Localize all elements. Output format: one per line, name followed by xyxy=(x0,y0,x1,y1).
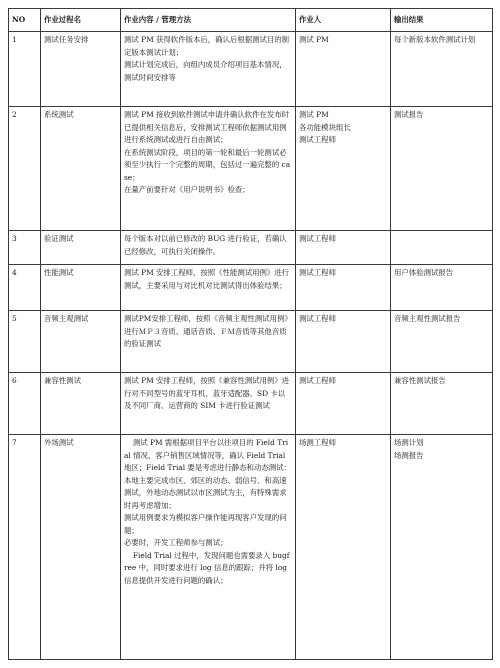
content-line: 测试 PM 安排工程师，按照《兼容性测试用例》进行对不同型号的蓝牙耳机、蓝牙适配器、SD 卡以及不同厂商、运营商的 SIM 卡进行验证测试 xyxy=(124,376,290,410)
row-no: 4 xyxy=(9,265,41,311)
row-process: 外场测试 xyxy=(41,435,121,660)
row-process: 测试任务安排 xyxy=(41,32,121,107)
row-output xyxy=(391,32,493,107)
row-process: 系统测试 xyxy=(41,107,121,231)
row-content xyxy=(121,107,296,231)
content-line: 每个版本对以前已修改的 BUG 进行验证，若确认已经修改，可执行关闭操作。 xyxy=(124,234,287,256)
output-line: 测试报告 xyxy=(394,110,424,119)
output-line: 兼容性测试报告 xyxy=(394,376,446,385)
table-row xyxy=(9,32,493,107)
table-row xyxy=(9,231,493,265)
worker-line: 测试 PM xyxy=(299,110,329,119)
worker-line: 各功能模块组长 xyxy=(299,122,351,132)
table-row xyxy=(9,265,493,311)
row-output xyxy=(391,231,493,265)
row-content xyxy=(121,265,296,311)
header-worker: 作业人 xyxy=(296,9,391,32)
row-worker: 测试工程师 xyxy=(296,311,391,373)
table-row xyxy=(9,435,493,660)
row-process: 兼容性测试 xyxy=(41,373,121,435)
row-output xyxy=(391,265,493,311)
row-process: 音频主观测试 xyxy=(41,311,121,373)
row-output xyxy=(391,311,493,373)
row-content xyxy=(121,435,296,660)
row-no: 6 xyxy=(9,373,41,435)
row-output xyxy=(391,435,493,660)
content-line: 测试计划完成后，向组内成员介绍项目基本情况，测试时间安排等 xyxy=(124,60,287,82)
content-line: 测试 PM 接收到软件测试申请并确认软件在发布时已提供相关信息后，安排测试工程师依据测试用例进行系统测试或进行自由测试； xyxy=(124,110,290,144)
content-line: Field Trial 过程中，发现问题也需要录入 bugfree 中，同时要求进行 log 信息的跟踪；并将 log 信息提供开发进行问题的确认； xyxy=(124,550,290,585)
table-row xyxy=(9,373,493,435)
header-no: NO xyxy=(9,9,41,32)
row-content xyxy=(121,311,296,373)
table-row xyxy=(9,107,493,231)
row-worker: 测试工程师 xyxy=(296,265,391,311)
table-row xyxy=(9,311,493,373)
row-no: 2 xyxy=(9,107,41,231)
row-worker: 场测工程师 xyxy=(296,435,391,660)
row-no: 3 xyxy=(9,231,41,265)
header-process-name: 作业过程名 xyxy=(41,9,121,32)
row-content xyxy=(121,231,296,265)
row-worker xyxy=(296,107,391,231)
worker-line: 测试工程师 xyxy=(299,135,336,144)
output-line: 场测计划 xyxy=(394,438,424,447)
header-content-method: 作业内容 / 管理方法 xyxy=(121,9,296,32)
content-line: 测试PM安排工程师，按照《音频主观性测试用例》进行ＭＰ３音质、通话音质、ＦＭ音质等其他音质的验证测试 xyxy=(124,314,292,348)
row-worker: 测试 PM xyxy=(296,32,391,107)
output-line: 用户体验测试报告 xyxy=(394,268,454,277)
row-process: 验证测试 xyxy=(41,231,121,265)
row-no: 7 xyxy=(9,435,41,660)
row-worker: 测试工程师 xyxy=(296,231,391,265)
row-no: 1 xyxy=(9,32,41,107)
header-output: 输出结果 xyxy=(391,9,493,32)
content-line: 在量产前要针对《用户说明书》检查； xyxy=(124,185,250,194)
row-output xyxy=(391,107,493,231)
row-content xyxy=(121,32,296,107)
content-line: 必要时，开发工程师参与测试； xyxy=(124,538,228,547)
content-line: 在系统测试阶段，项目的第一轮和最后一轮测试必须至少执行一个完整的周期，包括过一遍完整的 case； xyxy=(124,147,291,182)
row-no: 5 xyxy=(9,311,41,373)
content-line: 测试 PM 获得软件版本后，确认后根据测试目的制定版本测试计划； xyxy=(124,35,290,57)
row-worker: 测试工程师 xyxy=(296,373,391,435)
table-header-row xyxy=(9,9,493,32)
content-line: 测试用例要求为模拟客户操作能再现客户发现的问题； xyxy=(124,513,287,535)
output-line: 场测报告 xyxy=(394,450,424,460)
output-line: 音频主观性测试报告 xyxy=(394,314,461,323)
content-line: 测试 PM 安排工程师，按照《性能测试用例》进行测试，主要采用与对比机对比测试得出体验结果； xyxy=(124,268,290,290)
process-table xyxy=(8,8,493,660)
output-line: 每个新版本软件测试计划 xyxy=(394,35,476,44)
content-line: 测试 PM 需根据项目平台以往项目的 Field Trial 情况、客户销售区域情况等，确认 Field Trial 地区；Field Trial 要是考虑进行静态和动态测试：本地主要完成市区、郊区的动态、弱信号、和高速测试，外地动态测试以市区测试为主，有特殊需求时再考虑增加； xyxy=(124,438,291,510)
row-content xyxy=(121,373,296,435)
row-output xyxy=(391,373,493,435)
row-process: 性能测试 xyxy=(41,265,121,311)
